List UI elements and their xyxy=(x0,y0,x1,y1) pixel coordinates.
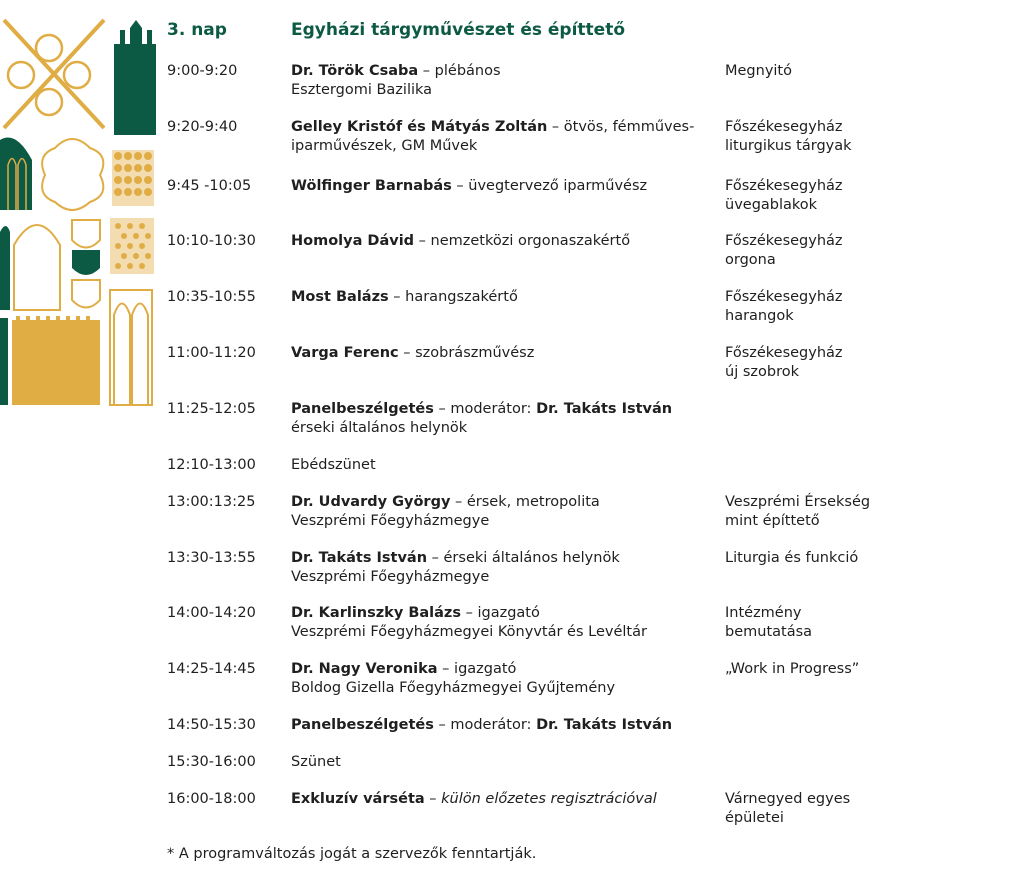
panel-label: Panelbeszélgetés xyxy=(291,717,434,733)
topic-line: épületei xyxy=(725,810,784,826)
speaker-role: – nemzetközi orgonaszakértő xyxy=(414,233,631,249)
speaker-affiliation: érseki általános helynök xyxy=(291,420,468,436)
time-slot: 9:45 -10:05 xyxy=(167,178,252,194)
speaker-description xyxy=(291,344,711,363)
break-label: Szünet xyxy=(291,754,341,770)
day-title: Egyházi tárgyművészet és építtető xyxy=(291,20,626,40)
speaker-role: – érsek, metropolita xyxy=(450,494,600,510)
topic-line: Liturgia és funkció xyxy=(725,550,859,566)
speaker-description xyxy=(291,790,711,809)
time-slot: 12:10-13:00 xyxy=(167,457,256,473)
gold-tall-window-icon xyxy=(110,290,152,405)
topic xyxy=(725,604,955,642)
panel-label: Panelbeszélgetés xyxy=(291,401,434,417)
green-block-icon xyxy=(0,318,8,405)
time-slot: 14:25-14:45 xyxy=(167,661,256,677)
speaker-role: – igazgató xyxy=(437,661,517,677)
speaker-description xyxy=(291,493,711,531)
speaker-role: – üvegtervező iparművész xyxy=(451,178,648,194)
speaker-affiliation: Veszprémi Főegyházmegye xyxy=(291,513,490,529)
footnote: * A programváltozás jogát a szervezők fenntartják. xyxy=(167,846,537,862)
quatrefoil-icon xyxy=(42,139,103,210)
topic xyxy=(725,493,955,531)
speaker-name: Homolya Dávid xyxy=(291,233,415,249)
speaker-name: Most Balázs xyxy=(291,289,389,305)
speaker-affiliation: iparművészek, GM Művek xyxy=(291,138,478,154)
moderator-label: – moderátor: xyxy=(433,401,537,417)
speaker-description xyxy=(291,400,711,438)
topic-line: új szobrok xyxy=(725,364,799,380)
speaker-role: – harangszakértő xyxy=(388,289,518,305)
speaker-role: – ötvös, fémműves- xyxy=(547,119,695,135)
topic xyxy=(725,118,955,156)
topic-line: „Work in Progress” xyxy=(725,661,860,677)
time-slot: 14:00-14:20 xyxy=(167,605,256,621)
moderator-label: – moderátor: xyxy=(433,717,537,733)
time-slot: 9:20-9:40 xyxy=(167,119,238,135)
topic xyxy=(725,549,955,568)
speaker-affiliation: Esztergomi Bazilika xyxy=(291,82,433,98)
time-slot: 15:30-16:00 xyxy=(167,754,256,770)
break-description xyxy=(291,456,711,475)
speaker-role: – plébános xyxy=(418,63,501,79)
speaker-role: – igazgató xyxy=(461,605,540,621)
topic-line: bemutatása xyxy=(725,624,813,640)
speaker-affiliation: Veszprémi Főegyházmegyei Könyvtár és Levéltár xyxy=(291,624,647,640)
speaker-name: Dr. Nagy Veronika xyxy=(291,661,438,677)
topic-line: Főszékesegyház xyxy=(725,345,843,361)
green-arch-icon xyxy=(0,226,10,310)
topic-line: Megnyitó xyxy=(725,63,792,79)
topic xyxy=(725,232,955,270)
break-description xyxy=(291,753,711,772)
speaker-role: – szobrászművész xyxy=(398,345,535,361)
speaker-role: – érseki általános helynök xyxy=(427,550,620,566)
speaker-name: Varga Ferenc xyxy=(291,345,399,361)
topic-line: harangok xyxy=(725,308,794,324)
topic-line: liturgikus tárgyak xyxy=(725,138,852,154)
speaker-description xyxy=(291,549,711,587)
topic xyxy=(725,177,955,215)
speaker-description xyxy=(291,177,711,196)
topic-line: Intézmény xyxy=(725,605,802,621)
topic-line: Főszékesegyház xyxy=(725,119,843,135)
speaker-description xyxy=(291,118,711,156)
speaker-name: Wölfinger Barnabás xyxy=(291,178,452,194)
topic xyxy=(725,344,955,382)
time-slot: 13:00:13:25 xyxy=(167,494,256,510)
speaker-description xyxy=(291,716,711,735)
topic xyxy=(725,62,955,81)
day-label: 3. nap xyxy=(167,20,227,40)
speaker-description xyxy=(291,288,711,307)
event-name: Exkluzív várséta xyxy=(291,791,425,807)
topic-line: mint építtető xyxy=(725,513,820,529)
time-slot: 13:30-13:55 xyxy=(167,550,256,566)
speaker-name: Dr. Karlinszky Balázs xyxy=(291,605,461,621)
speaker-affiliation: Boldog Gizella Főegyházmegyei Gyűjtemény xyxy=(291,680,616,696)
topic-line: Várnegyed egyes xyxy=(725,791,851,807)
time-slot: 14:50-15:30 xyxy=(167,717,256,733)
topic-line: üvegablakok xyxy=(725,197,818,213)
topic-line: Veszprémi Érsekség xyxy=(725,494,871,510)
green-tower-icon xyxy=(114,20,156,135)
speaker-name: Gelley Kristóf és Mátyás Zoltán xyxy=(291,119,548,135)
speaker-name: Dr. Török Csaba xyxy=(291,63,419,79)
speaker-name: Dr. Udvardy György xyxy=(291,494,451,510)
gold-lattice-icon xyxy=(110,218,154,274)
event-dash: – xyxy=(424,791,442,807)
gold-crenellated-block-icon xyxy=(12,316,100,405)
time-slot: 11:25-12:05 xyxy=(167,401,256,417)
speaker-description xyxy=(291,62,711,100)
time-slot: 11:00-11:20 xyxy=(167,345,256,361)
break-label: Ebédszünet xyxy=(291,457,376,473)
gold-pattern-icon xyxy=(112,150,154,206)
topic-line: Főszékesegyház xyxy=(725,178,843,194)
time-slot: 10:10-10:30 xyxy=(167,233,256,249)
moderator-name: Dr. Takáts István xyxy=(536,401,673,417)
speaker-name: Dr. Takáts István xyxy=(291,550,428,566)
moderator-name: Dr. Takáts István xyxy=(536,717,673,733)
time-slot: 16:00-18:00 xyxy=(167,791,256,807)
topic-line: orgona xyxy=(725,252,776,268)
time-slot: 9:00-9:20 xyxy=(167,63,238,79)
topic xyxy=(725,790,955,828)
speaker-description xyxy=(291,604,711,642)
time-slot: 10:35-10:55 xyxy=(167,289,256,305)
topic xyxy=(725,660,955,679)
speaker-description xyxy=(291,660,711,698)
green-shield-icon xyxy=(72,250,100,275)
topic-line: Főszékesegyház xyxy=(725,233,843,249)
topic xyxy=(725,288,955,326)
decorative-ornament xyxy=(0,0,160,420)
speaker-affiliation: Veszprémi Főegyházmegye xyxy=(291,569,490,585)
topic-line: Főszékesegyház xyxy=(725,289,843,305)
event-note: külön előzetes regisztrációval xyxy=(441,791,657,807)
speaker-description xyxy=(291,232,711,251)
